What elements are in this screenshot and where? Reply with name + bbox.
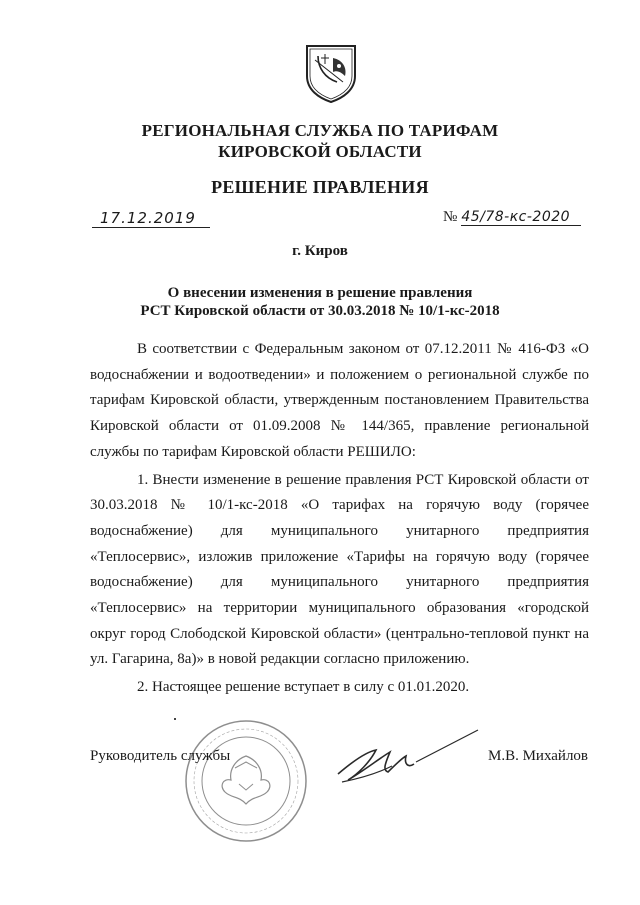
signatory-position: Руководитель службы: [90, 748, 231, 764]
document-number: 45/78-кс-2020: [461, 209, 581, 226]
document-date: 17.12.2019: [92, 209, 210, 228]
city: г. Киров: [292, 243, 348, 259]
official-seal-icon: [183, 718, 309, 844]
handwritten-signature-icon: [332, 722, 482, 794]
organization-name-line2: КИРОВСКОЙ ОБЛАСТИ: [218, 142, 422, 161]
subject-line2: РСТ Кировской области от 30.03.2018 № 10/1-кс-2018: [140, 303, 500, 319]
document-type: РЕШЕНИЕ ПРАВЛЕНИЯ: [211, 177, 429, 197]
decision-item-2: 2. Настоящее решение вступает в силу с 01.01.2020.: [137, 679, 470, 696]
organization-name-line1: РЕГИОНАЛЬНАЯ СЛУЖБА ПО ТАРИФАМ: [141, 121, 499, 140]
stray-mark: [174, 718, 176, 720]
coat-of-arms-icon: [303, 42, 359, 104]
decision-item-1: 1. Внести изменение в решение правления РСТ Кировской области от 30.03.2018 № 10/1-кс-2018 «О тарифах на горячую воду (горячее водоснабжение) для муниципального унитарного предприятия «Теплосервис», изложив приложение «Тарифы на горячую воду (горячее водоснабжение) для муниципального унитарного предприятия «Теплосервис» на территории муниципального образования «городской округ город Слободской Кировской области» (центрально-тепловой пункт на ул. Гагарина, 8а)» в новой редакции согласно приложению.: [90, 471, 589, 668]
document-body: [90, 337, 589, 701]
subject-line1: О внесении изменения в решение правления: [167, 285, 473, 301]
document-number-block: [443, 209, 593, 226]
preamble-paragraph: В соответствии с Федеральным законом от 07.12.2011 № 416-ФЗ «О водоснабжении и водоотведении» и положением о региональной службе по тарифам Кировской области, утвержденным постановлением Правительства Кировской области от 01.09.2008 № 144/365, правление региональной службы по тарифам Кировской области РЕШИЛО:: [90, 341, 589, 460]
number-sign: №: [443, 209, 458, 225]
signatory-name: М.В. Михайлов: [488, 748, 589, 764]
